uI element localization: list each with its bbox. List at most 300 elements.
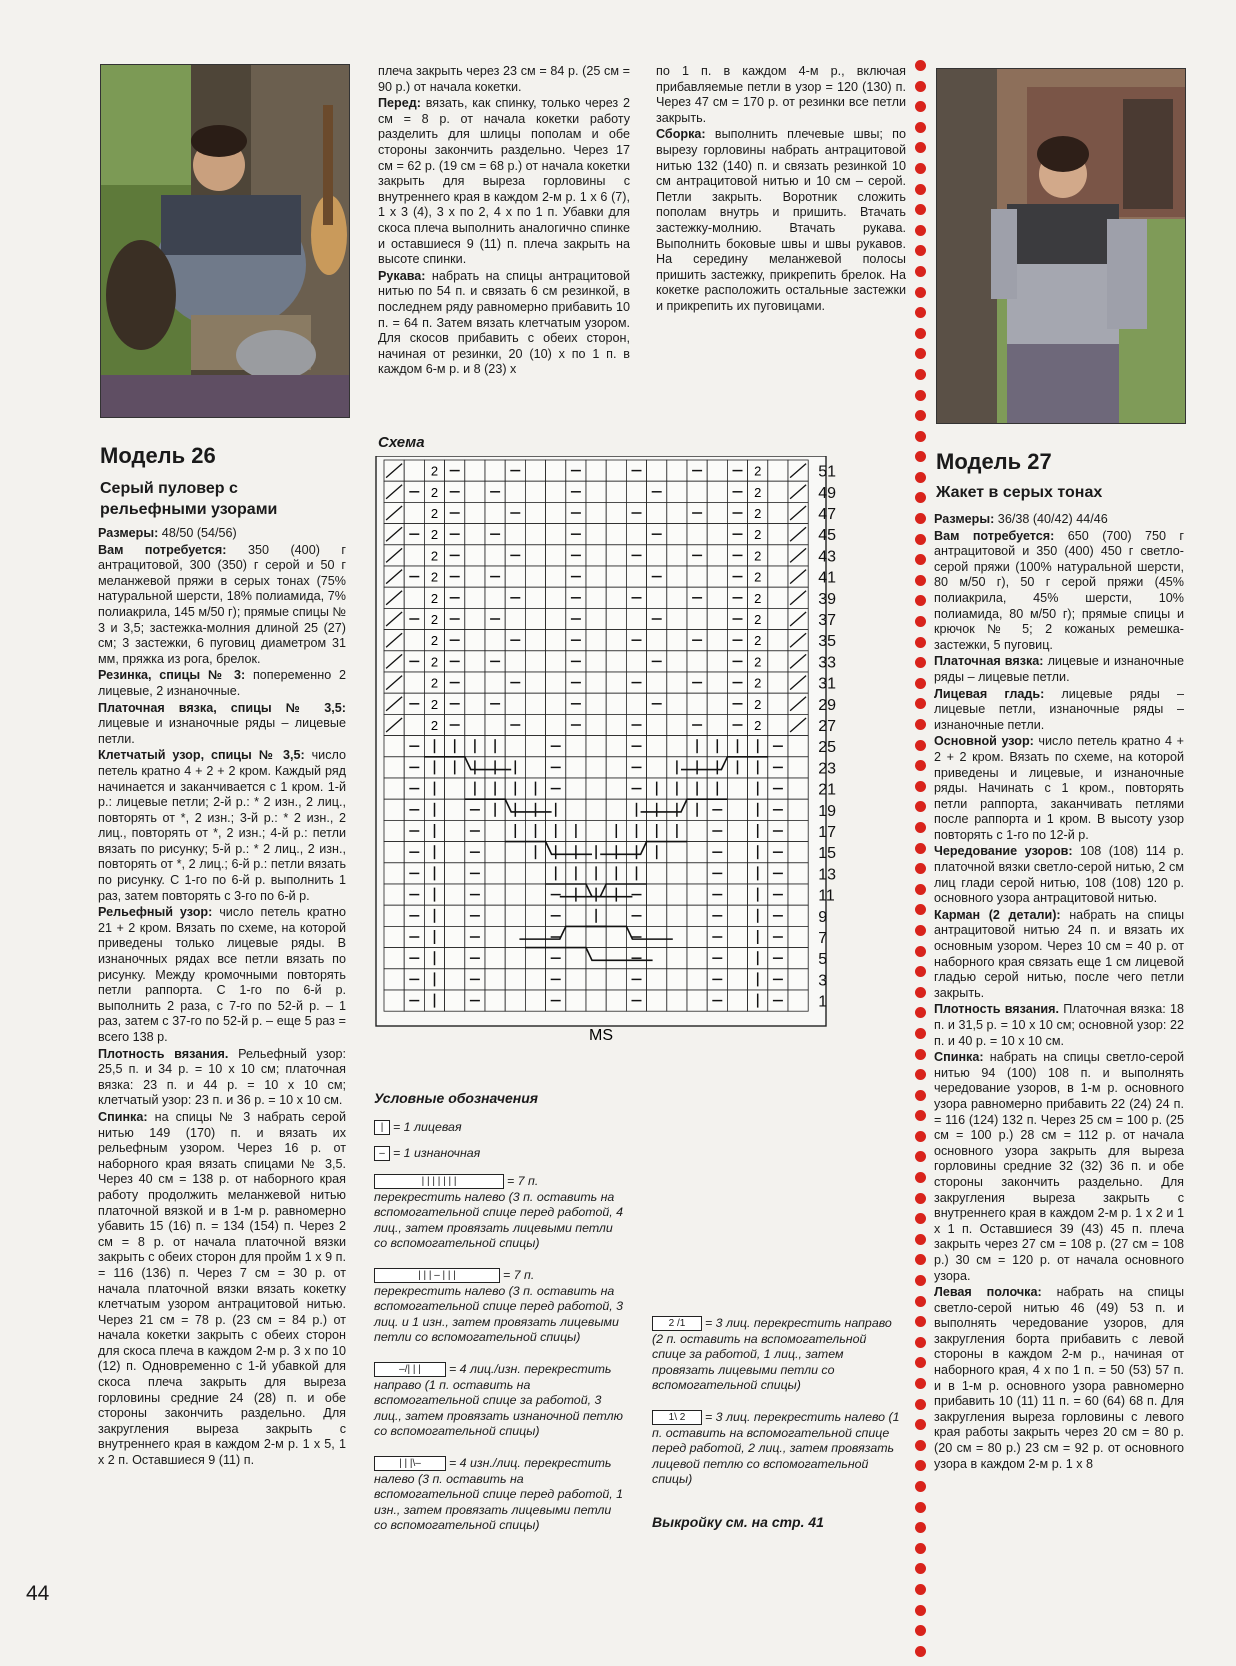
chart-cell xyxy=(707,566,727,587)
red-dot xyxy=(915,575,926,586)
chart-cell xyxy=(687,990,707,1011)
red-dot xyxy=(915,287,926,298)
chart-cell xyxy=(647,969,667,990)
chart-cell xyxy=(485,842,505,863)
chart-cell xyxy=(667,608,687,629)
chart-cell xyxy=(687,481,707,502)
red-dot xyxy=(915,204,926,215)
chart-cell xyxy=(525,693,545,714)
red-dot xyxy=(915,390,926,401)
chart-cell xyxy=(687,524,707,545)
red-dot xyxy=(915,1605,926,1616)
chart-cell xyxy=(566,948,586,969)
red-dot xyxy=(915,60,926,71)
chart-cell xyxy=(667,990,687,1011)
chart-cell xyxy=(667,969,687,990)
chart-cell xyxy=(707,460,727,481)
chart-cell xyxy=(667,545,687,566)
red-dot xyxy=(915,987,926,998)
row-number: 37 xyxy=(818,612,836,629)
red-dot xyxy=(915,698,926,709)
red-dot xyxy=(915,1378,926,1389)
cable7-left-purl-symbol: | | | – | | | xyxy=(374,1268,500,1283)
chart-cell xyxy=(606,630,626,651)
chart-cell xyxy=(384,926,404,947)
chart-cell xyxy=(606,502,626,523)
chart-cell xyxy=(525,608,545,629)
red-dot xyxy=(915,1584,926,1595)
cable-count-mark: 2 xyxy=(430,696,439,712)
chart-cell xyxy=(768,460,788,481)
chart-cell xyxy=(788,799,808,820)
chart-cell xyxy=(505,926,525,947)
red-dot xyxy=(915,348,926,359)
chart-cell xyxy=(485,884,505,905)
chart-cell xyxy=(687,820,707,841)
chart-cell xyxy=(465,566,485,587)
row-number: 41 xyxy=(818,569,836,587)
chart-cell xyxy=(647,672,667,693)
chart-cell xyxy=(525,757,545,778)
chart-cell xyxy=(384,863,404,884)
red-dot xyxy=(915,81,926,92)
red-dot xyxy=(915,801,926,812)
chart-cell xyxy=(586,587,606,608)
row-number: 1 xyxy=(818,993,828,1011)
chart-cell xyxy=(606,948,626,969)
chart-cell xyxy=(788,926,808,947)
red-dot xyxy=(915,1090,926,1101)
chart-cell xyxy=(647,545,667,566)
chart-cell xyxy=(768,524,788,545)
chart-cell xyxy=(465,481,485,502)
cable-count-mark: 2 xyxy=(430,633,439,649)
chart-cell xyxy=(525,502,545,523)
row-number: 25 xyxy=(818,739,836,757)
chart-cell xyxy=(525,714,545,735)
red-dot xyxy=(915,142,926,153)
row-number: 21 xyxy=(818,781,836,799)
chart-cell xyxy=(647,502,667,523)
red-dot xyxy=(915,410,926,421)
row-number: 9 xyxy=(818,908,828,926)
chart-cell xyxy=(647,736,667,757)
chart-cell xyxy=(505,608,525,629)
chart-cell xyxy=(404,460,424,481)
red-dot xyxy=(915,1172,926,1183)
chart-cell xyxy=(586,990,606,1011)
red-dot xyxy=(915,925,926,936)
red-dot xyxy=(915,863,926,874)
chart-cell xyxy=(788,736,808,757)
chart-cell xyxy=(788,990,808,1011)
chart-cell xyxy=(586,969,606,990)
cable-count-mark: 2 xyxy=(430,548,439,564)
chart-cell xyxy=(586,672,606,693)
cable-count-mark: 2 xyxy=(430,569,439,585)
chart-cell xyxy=(445,820,465,841)
knit-symbol: | xyxy=(374,1120,390,1135)
chart-cell xyxy=(707,481,727,502)
chart-cell xyxy=(727,820,747,841)
chart-cell xyxy=(606,672,626,693)
chart-cell xyxy=(606,566,626,587)
cable-count-mark: 2 xyxy=(754,590,762,606)
chart-cell xyxy=(546,630,566,651)
chart-cell xyxy=(647,757,667,778)
chart-cell xyxy=(546,566,566,587)
red-dot xyxy=(915,307,926,318)
chart-cell xyxy=(606,990,626,1011)
chart-cell xyxy=(667,566,687,587)
chart-cell xyxy=(445,884,465,905)
chart-cell xyxy=(647,990,667,1011)
cable-count-mark: 2 xyxy=(754,569,762,585)
chart-cell xyxy=(485,460,505,481)
chart-cell xyxy=(667,672,687,693)
chart-cell xyxy=(667,842,687,863)
chart-cell xyxy=(768,566,788,587)
chart-cell xyxy=(647,587,667,608)
chart-cell xyxy=(445,990,465,1011)
chart-cell xyxy=(667,948,687,969)
chart-cell xyxy=(626,481,646,502)
red-dot xyxy=(915,719,926,730)
red-dot xyxy=(915,1110,926,1121)
model26-title: Модель 26 xyxy=(100,443,216,468)
red-dot xyxy=(915,431,926,442)
chart-cell xyxy=(626,566,646,587)
chart-cell xyxy=(788,948,808,969)
chart-cell xyxy=(707,651,727,672)
red-dot xyxy=(915,245,926,256)
chart-cell xyxy=(404,672,424,693)
chart-cell xyxy=(485,926,505,947)
chart-cell xyxy=(788,905,808,926)
chart-cell xyxy=(586,948,606,969)
chart-cell xyxy=(465,524,485,545)
red-dot xyxy=(915,1254,926,1265)
cable-count-mark: 2 xyxy=(754,484,762,500)
row-number: 33 xyxy=(818,654,836,672)
chart-cell xyxy=(606,587,626,608)
chart-cell xyxy=(788,820,808,841)
row-number: 15 xyxy=(818,845,836,863)
chart-cell xyxy=(687,969,707,990)
red-dot xyxy=(915,1543,926,1554)
chart-cell xyxy=(727,884,747,905)
cable-count-mark: 2 xyxy=(754,463,762,479)
chart-cell xyxy=(586,714,606,735)
red-dot xyxy=(915,740,926,751)
chart-cell xyxy=(727,842,747,863)
chart-cell xyxy=(727,990,747,1011)
chart-cell xyxy=(384,820,404,841)
chart-cell xyxy=(707,502,727,523)
chart-cell xyxy=(687,651,707,672)
chart-cell xyxy=(445,969,465,990)
red-dot xyxy=(915,472,926,483)
chart-cell xyxy=(485,502,505,523)
chart-cell xyxy=(465,608,485,629)
chart-cell xyxy=(546,714,566,735)
red-dot xyxy=(915,1399,926,1410)
chart-cell xyxy=(525,651,545,672)
purl-symbol: – xyxy=(374,1146,390,1161)
chart-cell xyxy=(768,630,788,651)
chart-cell xyxy=(647,714,667,735)
chart-cell xyxy=(586,820,606,841)
row-number: 43 xyxy=(818,548,836,566)
red-dot xyxy=(915,1481,926,1492)
chart-cell xyxy=(465,460,485,481)
chart-cell xyxy=(788,969,808,990)
chart-cell xyxy=(384,736,404,757)
chart-cell xyxy=(768,481,788,502)
chart-cell xyxy=(445,905,465,926)
legend-item-3st-right: 2 /1 = 3 лиц. перекрестить направо (2 п. оставить на вспомогательной спице за работой, 1 лиц., затем провязать лицевыми петли со вспомогательной спицы) xyxy=(652,1316,892,1393)
red-dot xyxy=(915,1028,926,1039)
cable-count-mark: 2 xyxy=(430,718,439,733)
chart-cell xyxy=(687,884,707,905)
chart-cell xyxy=(384,778,404,799)
chart-cell xyxy=(768,693,788,714)
chart-cell xyxy=(445,842,465,863)
row-number: 13 xyxy=(818,866,836,884)
red-dot xyxy=(915,1131,926,1142)
chart-cell xyxy=(465,630,485,651)
chart-cell xyxy=(566,736,586,757)
chart-cell xyxy=(768,651,788,672)
legend-item-7st-left: | | | | | | | = 7 п. перекрестить налево (3 п. оставить на вспомогательной спице перед работой, 4 лиц., затем провязать лицевыми петли со вспомогательной спицы) xyxy=(374,1174,624,1251)
chart-cell xyxy=(586,778,606,799)
chart-cell xyxy=(525,969,545,990)
red-dot xyxy=(915,595,926,606)
chart-cell xyxy=(768,714,788,735)
chart-cell xyxy=(727,948,747,969)
chart-cell xyxy=(384,969,404,990)
chart-cell xyxy=(445,948,465,969)
chart-cell xyxy=(445,926,465,947)
chart-cell xyxy=(626,693,646,714)
chart-cell xyxy=(445,863,465,884)
chart-cell xyxy=(667,926,687,947)
red-dot xyxy=(915,1460,926,1471)
chart-cell xyxy=(707,672,727,693)
chart-cell xyxy=(586,799,606,820)
red-dot xyxy=(915,1316,926,1327)
model26-text-col1: Размеры: 48/50 (54/56) Вам потребуется: 350 (400) г антрацитовой, 300 (350) г серой и 50 г меланжевой пряжи в серых тонах (75% натуральной шерсти, 18% полиамида, 7% полиакрила, 145 м/50 г); прямые спицы № 3 и 3,5; застежка-молния длиной 25 (27) см; 3 застежки, 6 пуговиц диаметром 31 мм, пряжка из рога, брелок. Резинка, спицы № 3: попеременно 2 лицевые, 2 изнаночные. Платочная вязка, спицы № 3,5: лицевые и изнаночные ряды – лицевые петли. Клетчатый узор, спицы № 3,5: число петель кратно 4 + 2 + 2 кром. Каждый ряд начинается и заканчивается с 1 кром. 1-й р.: лицевые петли; 2-й р.: * 2 изн., 2 лиц., повторять от *, 2 изн.; 3-й р.: * 2 изн., 2 лиц., повторять от *, 2 изн.; 4-й р.: петли вязать по рисунку; 5-й р.: * 2 лиц., 2 изн., повторять от *, 2 лиц.; 6-й р.: петли вязать по рисунку. С 1-го по 6-й р. выполнить 1 раз, затем повторять с 3-го по 6-й р. Рельефный узор: число петель кратно 21 + 2 кром. Вязать по схеме, на которой приведены только лицевые ряды. В изнаночных рядах все петли вязать по рисунку. Между кромочными повторять петли раппорта. С 1-го по 6-й р. выполнить 2 раза, с 7-го по 52-й р. – 1 раз, затем с 37-го по 52-й р. – еще 5 раз = всего 138 р. Плотность вязания. Рельефный узор: 25,5 п. и 34 р. = 10 х 10 см; платочная вязка: 23 п. и 44 р. = 10 х 10 см; клетчатый узор: 23 п. и 36 р. = 10 х 10 см. Спинка: на спицы № 3 набрать серой нитью 149 (170) п. и вязать их рельефным узором. Через 16 р. от наборного края вязать спицами № 3,5. Через 40 см = 138 р. от наборного края работу продолжить меланжевой нитью платочной вязкой и в 1-м р. равномерно убавить 15 (16) п. = 134 (154) п. Через 2 см = 8 р. от начала платочной вязки закрыть с обеих сторон для пройм 1 х 9 п. = 116 (136) п. Через 7 см = 30 р. от начала платочной вязки вязать кокетку клетчатым узором антрацитовой нитью. Через 21 см = 78 р. (23 см = 84 р.) от начала кокетки закрыть с обеих сторон для скоса плеча в каждом 2-м р. 3 х по 10 (12) п. Одновременно с 1-й убавкой для скоса плеча закрыть для выреза горловины средние 24 (28) п. и обе стороны закончить раздельно. Для закругления выреза закрыть с внутреннего края в каждом 2-м р. 1 х 5, 1 х 2 п. Оставшиеся 9 (11) п. xyxy=(98,526,346,1468)
red-dot xyxy=(915,1419,926,1430)
chart-cell xyxy=(505,842,525,863)
chart-cell xyxy=(546,608,566,629)
chart-cell xyxy=(485,587,505,608)
knitting-chart xyxy=(374,456,874,1048)
chart-cell xyxy=(566,799,586,820)
scheme-label: Схема xyxy=(378,434,425,451)
red-dot xyxy=(915,1646,926,1657)
legend-item-3st-left: 1\ 2 = 3 лиц. перекрестить налево (1 п. оставить на вспомогательной спице перед работой, 2 лиц., затем провязать лицевой петлю со вспомогательной спицы) xyxy=(652,1410,900,1487)
chart-cell xyxy=(788,778,808,799)
red-dot xyxy=(915,266,926,277)
chart-cell xyxy=(485,672,505,693)
cable-count-mark: 2 xyxy=(430,654,439,670)
chart-cell xyxy=(667,863,687,884)
chart-cell xyxy=(505,693,525,714)
chart-cell xyxy=(404,587,424,608)
chart-cell xyxy=(465,651,485,672)
chart-cell xyxy=(788,757,808,778)
chart-cell xyxy=(586,736,606,757)
chart-cell xyxy=(647,630,667,651)
chart-cell xyxy=(667,905,687,926)
chart-cell xyxy=(647,460,667,481)
row-number: 39 xyxy=(818,590,836,608)
red-dot xyxy=(915,1069,926,1080)
red-dot xyxy=(915,884,926,895)
red-dot xyxy=(915,163,926,174)
chart-cell xyxy=(667,460,687,481)
model26-subtitle: Серый пуловер с рельефными узорами xyxy=(100,480,278,518)
chart-cell xyxy=(687,905,707,926)
chart-cell xyxy=(727,969,747,990)
chart-cell xyxy=(606,693,626,714)
chart-cell xyxy=(707,608,727,629)
cable-count-mark: 2 xyxy=(754,718,762,733)
red-dot xyxy=(915,904,926,915)
red-dot xyxy=(915,1193,926,1204)
red-dot xyxy=(915,1213,926,1224)
chart-cell xyxy=(606,736,626,757)
chart-cell xyxy=(626,608,646,629)
chart-cell xyxy=(606,905,626,926)
cable-count-mark: 2 xyxy=(430,463,439,479)
chart-cell xyxy=(465,672,485,693)
red-dot xyxy=(915,678,926,689)
cable4-left-symbol: | | |\– xyxy=(374,1456,446,1471)
chart-cell xyxy=(525,545,545,566)
red-dot xyxy=(915,616,926,627)
chart-cell xyxy=(586,757,606,778)
chart-cell xyxy=(788,842,808,863)
legend-item-4st-left: | | |\– = 4 изн./лиц. перекрестить налево (3 п. оставить на вспомогательной спице перед работой, 1 изн., затем провязать лицевыми петли со вспомогательной спицы) xyxy=(374,1456,624,1533)
chart-cell xyxy=(707,630,727,651)
chart-cell xyxy=(606,926,626,947)
chart-cell xyxy=(586,926,606,947)
legend-heading: Условные обозначения xyxy=(374,1090,539,1106)
chart-cell xyxy=(606,969,626,990)
chart-cell xyxy=(465,693,485,714)
chart-cell xyxy=(384,757,404,778)
chart-cell xyxy=(647,926,667,947)
chart-cell xyxy=(647,884,667,905)
chart-cell xyxy=(667,651,687,672)
chart-cell xyxy=(505,969,525,990)
cable-count-mark: 2 xyxy=(754,675,762,691)
chart-cell xyxy=(727,778,747,799)
chart-cell xyxy=(626,651,646,672)
chart-cell xyxy=(546,651,566,672)
chart-cell xyxy=(445,799,465,820)
chart-cell xyxy=(606,524,626,545)
row-number: 19 xyxy=(818,802,836,820)
cable-count-mark: 2 xyxy=(754,696,762,712)
chart-cell xyxy=(707,545,727,566)
cable7-left-symbol: | | | | | | | xyxy=(374,1174,504,1189)
chart-cell xyxy=(546,502,566,523)
chart-cell xyxy=(707,587,727,608)
chart-cell xyxy=(687,948,707,969)
chart-cell xyxy=(606,778,626,799)
model26-text-col3: по 1 п. в каждом 4-м р., включая прибавляемые петли в узор = 120 (130) п. Через 47 см = 170 р. от резинки все петли закрыть. Сборка: выполнить плечевые швы; по вырезу горловины набрать антрацитовой нитью 132 (140) п. и связать резинкой 10 см антрацитовой нитью и 10 см – серой. Петли закрыть. Воротник сложить пополам внутрь и пришить. Втачать застежку-молнию. Втачать рукава. Выполнить боковые швы и швы рукавов. На середину меланжевой полосы пришить застежку, прикрепить брелок. На кокетке расположить остальные застежки и прикрепить их пуговицами. xyxy=(656,64,906,313)
model27-photo-art xyxy=(937,69,1185,423)
cable-count-mark: 2 xyxy=(430,612,439,627)
chart-cell xyxy=(768,502,788,523)
cable-count-mark: 2 xyxy=(754,654,762,670)
cable4-right-symbol: –/| | | xyxy=(374,1362,446,1377)
chart-cell xyxy=(667,693,687,714)
chart-cell xyxy=(606,714,626,735)
cable3-left-symbol: 1\ 2 xyxy=(652,1410,702,1425)
pattern-reference: Выкройку см. на стр. 41 xyxy=(652,1514,824,1530)
legend-item-7st-left-purl: | | | – | | | = 7 п. перекрестить налево (3 п. оставить на вспомогательной спице перед работой, 3 лиц. и 1 изн., затем провязать лицевыми петли со вспомогательной спицы) xyxy=(374,1268,624,1345)
chart-cell xyxy=(546,587,566,608)
cable-count-mark: 2 xyxy=(754,527,762,543)
chart-cell xyxy=(505,566,525,587)
cable-count-mark: 2 xyxy=(754,633,762,649)
red-dot xyxy=(915,822,926,833)
chart-cell xyxy=(485,820,505,841)
cable-count-mark: 2 xyxy=(430,506,439,521)
red-dot xyxy=(915,1337,926,1348)
red-dot xyxy=(915,966,926,977)
cable-count-mark: 2 xyxy=(430,527,439,543)
ms-label: MS xyxy=(589,1027,613,1044)
chart-cell xyxy=(546,524,566,545)
cable-count-mark: 2 xyxy=(754,548,762,564)
chart-cell xyxy=(505,990,525,1011)
chart-cell xyxy=(525,630,545,651)
chart-cell xyxy=(525,863,545,884)
chart-cell xyxy=(404,502,424,523)
chart-cell xyxy=(505,481,525,502)
red-dot xyxy=(915,451,926,462)
chart-cell xyxy=(586,651,606,672)
chart-cell xyxy=(525,672,545,693)
row-number: 27 xyxy=(818,718,836,735)
chart-cell xyxy=(606,608,626,629)
chart-cell xyxy=(667,587,687,608)
chart-cell xyxy=(525,587,545,608)
chart-cell xyxy=(707,714,727,735)
chart-cell xyxy=(546,481,566,502)
chart-cell xyxy=(566,905,586,926)
row-number: 11 xyxy=(818,887,835,905)
row-number: 23 xyxy=(818,760,836,778)
page-number: 44 xyxy=(26,1582,50,1605)
chart-cell xyxy=(586,630,606,651)
red-dot xyxy=(915,760,926,771)
chart-cell xyxy=(626,524,646,545)
chart-cell xyxy=(566,990,586,1011)
model27-text-col: Размеры: 36/38 (40/42) 44/46 Вам потребуется: 650 (700) 750 г антрацитовой и 350 (400) 450 г светло-серой пряжи (100% натуральной шерсти, 80 м/50 г), 50 г серой пряжи (45% полиакрила, 45% шерсти, 10% полиамида, 80 м/50 г); прямые спицы и крючок № 5; 2 кожаных ремешка-застежки, 5 пуговиц. Платочная вязка: лицевые и изнаночные ряды – лицевые петли. Лицевая гладь: лицевые ряды – лицевые петли, изнаночные ряды – изнаночные петли. Основной узор: число петель кратно 4 + 2 + 2 кром. Вязать по схеме, на которой приведены и лицевые, и изнаночные ряды. Начинать с 1 кром., повторять петли раппорта, заканчивать петлями после раппорта и 1 кром. В высоту узор повторять с 1-го по 12-й р. Чередование узоров: 108 (108) 114 р. платочной вязки светло-серой нитью, 2 см лиц глади серой нитью, 108 (108) 120 р. основного узора антрацитовой нитью. Карман (2 детали): набрать на спицы антрацитовой нитью 24 п. и вязать их основным узором. Через 10 см = 40 р. от наборного края связать еще 1 см лицевой гладью серой нитью, после чего петли закрыть. Плотность вязания. Платочная вязка: 18 п. и 31,5 р. = 10 х 10 см; основной узор: 22 п. и 40 р. = 10 х 10 см. Спинка: набрать на спицы светло-серой нитью 94 (100) 108 п. и выполнять чередование узоров, в 1-м р. основного узора равномерно прибавить 22 (24) 24 п. = 116 (124) 132 п. Через 25 см = 100 р. (25 см = 100 р.) 28 см = 112 р. от начала основного узора закрыть для выреза горловины средние 32 (32) 36 п. и обе стороны закончить раздельно. Для закругления выреза закрыть с внутреннего края в каждом 2-м р. 1 х 2 и 1 х 1 п. Оставшиеся 39 (43) 45 п. плеча закрыть через 27 см = 108 р. (27 см = 108 р.) 30 см = 120 р. от начала основного узора. Левая полочка: набрать на спицы светло-серой нитью 46 (49) 53 п. и выполнять чередование узоров, для закругления борта прибавить с левой стороны в каждом 2-м р., начиная от наборного края, 4 х по 1 п. = 50 (53) 57 п. и в 1-м р. основного узора равномерно прибавить 10 (11) 11 п. = 60 (64) 68 п. Для закругления выреза горловины с левого края работы закрыть через 20 см = 80 р. (20 см = 80 р.) 23 см = 92 р. от основного узора в каждом 2-м р. 1 х 8 xyxy=(934,512,1185,1471)
chart-cell xyxy=(727,905,747,926)
chart-cell xyxy=(606,481,626,502)
chart-cell xyxy=(647,863,667,884)
chart-cell xyxy=(647,905,667,926)
chart-cell xyxy=(404,545,424,566)
row-number: 29 xyxy=(818,696,836,714)
